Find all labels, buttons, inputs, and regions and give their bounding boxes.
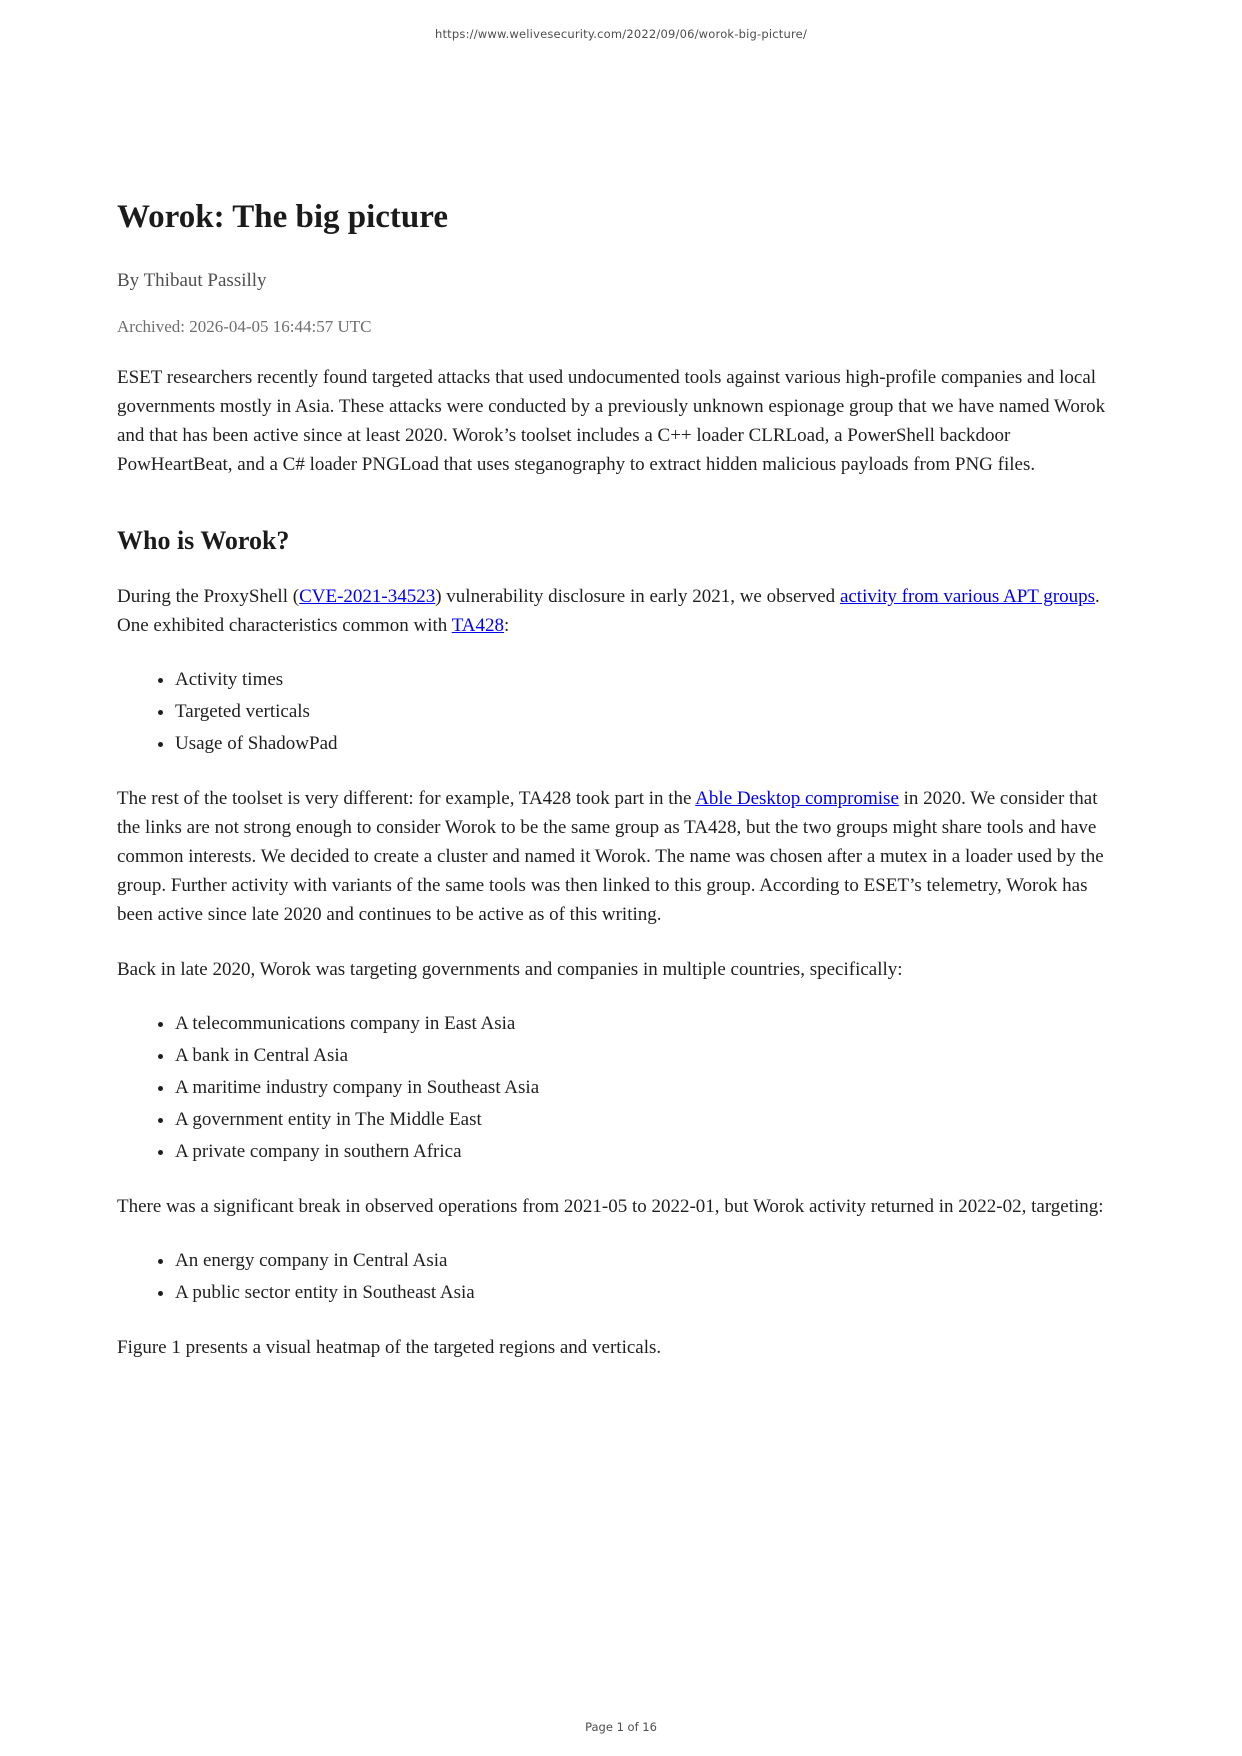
list-item: • Usage of ShadowPad xyxy=(175,730,1125,758)
intro-paragraph: ESET researchers recently found targeted attacks that used undocumented tools against various high-profile companies and local governments mostly in Asia. These attacks were conducted by a previously unknown espionage group that we have named Worok and that has been active since at least 2020. Worok’s toolset includes a C++ loader CLRLoad, a PowerShell backdoor PowHeartBeat, and a C# loader PNGLoad that uses steganography to extract hidden malicious payloads from PNG files. xyxy=(117,367,1106,475)
byline: By Thibaut Passilly xyxy=(117,270,267,291)
paragraph-operations-break: There was a significant break in observed operations from 2021-05 to 2022-01, but Worok activity returned in 2022-02, targeting: xyxy=(117,1196,1104,1217)
archived-timestamp: Archived: 2026-04-05 16:44:57 UTC xyxy=(117,317,372,336)
text-segment: During the ProxyShell ( xyxy=(117,586,300,607)
list-item: • An energy company in Central Asia xyxy=(175,1247,1125,1275)
characteristics-list xyxy=(117,666,1125,758)
section-heading-who-is-worok: Who is Worok? xyxy=(117,526,290,555)
paragraph-toolset xyxy=(117,784,1125,929)
list-item: • A government entity in The Middle East xyxy=(175,1106,1125,1134)
link-ta428[interactable]: TA428 xyxy=(451,615,505,636)
article xyxy=(117,197,1125,1362)
paragraph-targets-2020: Back in late 2020, Worok was targeting governments and companies in multiple countries, specifically: xyxy=(117,959,903,980)
paragraph-proxyshell xyxy=(117,582,1125,640)
list-item: • A private company in southern Africa xyxy=(175,1138,1125,1166)
list-item: • A public sector entity in Southeast Asia xyxy=(175,1279,1125,1307)
archive-url-header: https://www.welivesecurity.com/2022/09/06/worok-big-picture/ xyxy=(434,27,808,41)
text-segment: ) vulnerability disclosure in early 2021, we observed xyxy=(435,586,840,607)
text-segment: in 2020. We consider that the links are not strong enough to consider Worok to be the same group as TA428, but the two groups might share tools and have common interests. We decided to create a cluster and named it Worok. The name was chosen after a mutex in a loader used by the group. Further activity with variants of the same tools was then linked to this group. According to ESET’s telemetry, Worok has been active since late 2020 and continues to be active as of this writing. xyxy=(117,788,1104,925)
list-item: • A maritime industry company in Southeast Asia xyxy=(175,1074,1125,1102)
link-able-desktop-compromise[interactable]: Able Desktop compromise xyxy=(695,788,899,809)
list-item: • A telecommunications company in East Asia xyxy=(175,1010,1125,1038)
targets-2022-list xyxy=(117,1247,1125,1307)
text-segment: . One exhibited characteristics common with xyxy=(117,586,1100,636)
paragraph-figure1-caption: Figure 1 presents a visual heatmap of the targeted regions and verticals. xyxy=(117,1337,662,1358)
link-cve-2021-34523[interactable]: CVE-2021-34523 xyxy=(299,586,436,607)
list-item: • Targeted verticals xyxy=(175,698,1125,726)
targets-2020-list xyxy=(117,1010,1125,1166)
text-segment: The rest of the toolset is very different: for example, TA428 took part in the xyxy=(117,788,696,809)
page-number: Page 1 of 16 xyxy=(585,1720,657,1734)
text-segment: : xyxy=(504,615,510,636)
link-apt-activity[interactable]: activity from various APT groups xyxy=(839,586,1096,607)
list-item: • Activity times xyxy=(175,666,1125,694)
list-item: • A bank in Central Asia xyxy=(175,1042,1125,1070)
page-title: Worok: The big picture xyxy=(117,199,448,235)
